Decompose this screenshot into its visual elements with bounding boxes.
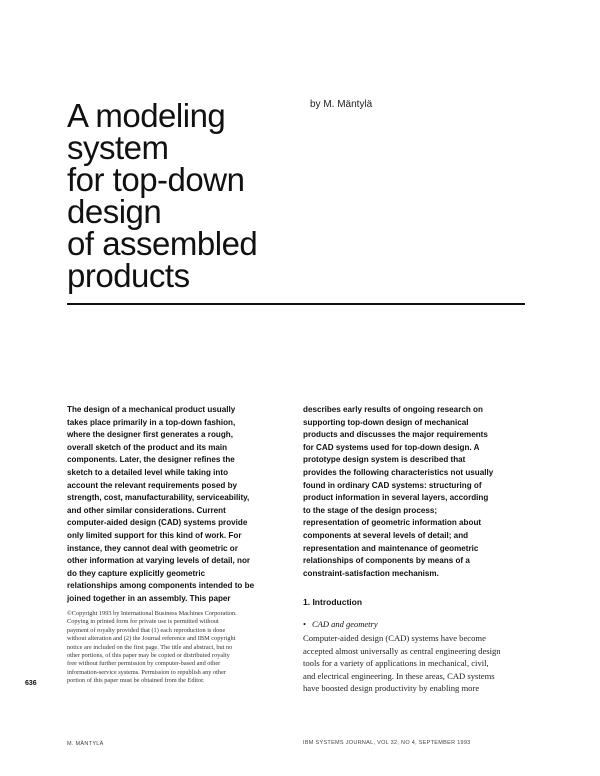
copyright-line: other portions, of this paper may be copied or distributed royalty [67, 652, 230, 660]
title-divider [67, 303, 525, 305]
copyright-line: portion of this paper must be obtained from the Editor. [67, 677, 205, 685]
copyright-line: information-service systems. Permission to republish any other [67, 668, 226, 676]
body-line: have boosted design productivity by enabling more [303, 683, 480, 693]
abstract-line: only limited support for this kind of work. For [67, 530, 242, 540]
section-heading: 1. Introduction [303, 597, 363, 607]
body-line: tools for a variety of applications in mechanical, civil, [303, 658, 489, 668]
abstract-line: sketch to a detailed level while taking into [67, 467, 229, 477]
copyright-notice [67, 610, 297, 686]
abstract-line: constraint-satisfaction mechanism. [303, 568, 439, 578]
abstract-line: components at several levels of detail; and [303, 530, 469, 540]
abstract-line: representation and maintenance of geometric [303, 543, 479, 553]
abstract-line: prototype design system is described that [303, 455, 466, 465]
bullet-icon: • [303, 619, 306, 629]
running-footer-journal: IBM SYSTEMS JOURNAL, VOL 32, NO 4, SEPTEMBER 1993 [303, 740, 471, 746]
copyright-line: payment of royalty provided that (1) each reproduction is done [67, 626, 226, 634]
abstract-line: and other similar considerations. Current [67, 505, 226, 515]
abstract-line: instance, they cannot deal with geometric or [67, 543, 238, 553]
abstract-line: for CAD systems used for top-down design. A [303, 442, 480, 452]
copyright-line: Copying in printed form for private use is permitted without [67, 618, 219, 626]
body-paragraph [303, 632, 528, 695]
abstract-line: do they capture explicitly geometric [67, 568, 206, 578]
abstract-line: takes place primarily in a top-down fashion, [67, 417, 236, 427]
abstract-line: account the relevant requirements posed by [67, 480, 238, 490]
abstract-line: relationships of components by means of a [303, 556, 470, 566]
title-line: of assembled [67, 225, 258, 262]
body-line: accepted almost universally as central engineering design [303, 645, 501, 656]
abstract-line: joined together in an assembly. This paper [67, 593, 231, 603]
subsection-label: CAD and geometry [312, 619, 378, 629]
page-number: 636 [25, 680, 37, 687]
subsection-heading [303, 619, 378, 629]
copyright-line: ©Copyright 1993 by International Business Machines Corporation. [67, 610, 237, 617]
author-byline: by M. Mäntylä [310, 99, 373, 110]
running-footer-author: M. MÄNTYLÄ [67, 741, 104, 747]
abstract-line: strength, cost, manufacturability, serviceability, [67, 493, 250, 503]
copyright-line: notice are included on the first page. The title and abstract, but no [67, 643, 233, 651]
abstract-line: representation of geometric information about [303, 518, 482, 528]
title-line: for top-down [67, 161, 245, 198]
abstract-line: describes early results of ongoing research on [303, 405, 483, 414]
copyright-line: free without further permission by computer-based and other [67, 660, 221, 668]
abstract-line: products and discusses the major requirements [303, 430, 488, 440]
abstract-line: relationships among components intended to be [67, 581, 255, 591]
title-line: products [67, 257, 190, 294]
abstract-line: product information in several layers, according [303, 493, 489, 503]
copyright-line: without alteration and (2) the Journal reference and IBM copyright [67, 635, 236, 643]
body-line: Computer-aided design (CAD) systems have become [303, 633, 486, 643]
body-line: and electrical engineering. In these areas, CAD systems [303, 670, 495, 681]
abstract-line: provides the following characteristics not usually [303, 467, 494, 477]
abstract-line: supporting top-down design of mechanical [303, 417, 469, 427]
abstract-line: The design of a mechanical product usually [67, 405, 236, 414]
abstract-line: overall sketch of the product and its main [67, 442, 228, 452]
abstract-line: computer-aided design (CAD) systems provide [67, 518, 248, 528]
abstract-line: other information at varying levels of detail, nor [67, 556, 251, 566]
title-line: system [67, 129, 169, 166]
abstract-line: where the designer first generates a rough, [67, 430, 233, 440]
abstract-left-column [67, 404, 289, 606]
paper-title [67, 97, 297, 294]
title-line: A modeling [67, 97, 226, 134]
abstract-line: to the stage of the design process; [303, 505, 438, 515]
abstract-line: found in ordinary CAD systems: structuring of [303, 480, 482, 490]
title-line: design [67, 193, 162, 230]
abstract-right-column [303, 404, 525, 580]
abstract-line: components. Later, the designer refines the [67, 455, 235, 465]
